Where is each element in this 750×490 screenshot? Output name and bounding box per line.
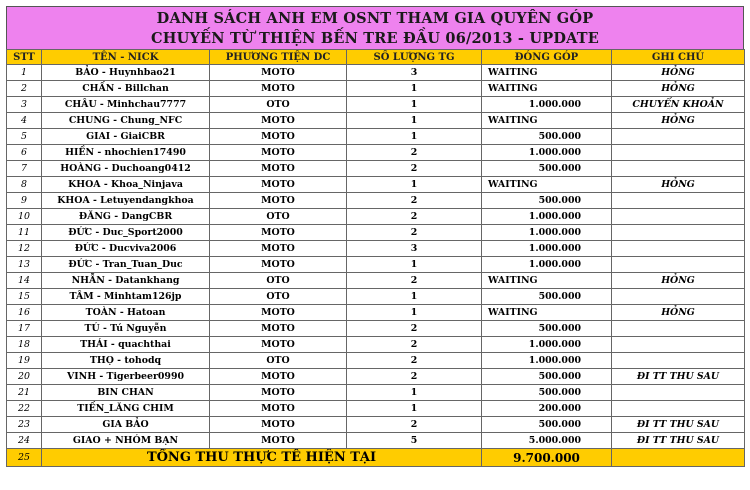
- row-vehicle: MOTO: [210, 401, 347, 417]
- row-note: HỎNG: [612, 113, 745, 129]
- row-donation: WAITING: [482, 81, 612, 97]
- total-row: [7, 449, 745, 467]
- row-note: [612, 225, 745, 241]
- table-row: [7, 129, 745, 145]
- table-row: [7, 81, 745, 97]
- total-label: TỔNG THU THỰC TẾ HIỆN TẠI: [42, 449, 482, 467]
- row-qty: 3: [347, 241, 482, 257]
- row-name: CHUNG - Chung_NFC: [42, 113, 210, 129]
- row-stt: 6: [7, 145, 42, 161]
- row-qty: 1: [347, 97, 482, 113]
- row-name: THỌ - tohodq: [42, 353, 210, 369]
- row-stt: 21: [7, 385, 42, 401]
- row-name: VINH - Tigerbeer0990: [42, 369, 210, 385]
- table-row: [7, 257, 745, 273]
- row-vehicle: MOTO: [210, 81, 347, 97]
- row-vehicle: MOTO: [210, 417, 347, 433]
- row-qty: 2: [347, 193, 482, 209]
- row-donation: 500.000: [482, 417, 612, 433]
- row-name: BIN CHAN: [42, 385, 210, 401]
- row-name: TÚ - Tú Nguyễn: [42, 321, 210, 337]
- row-stt: 16: [7, 305, 42, 321]
- table-row: [7, 225, 745, 241]
- table-row: [7, 305, 745, 321]
- table-row: [7, 65, 745, 81]
- row-note: HỎNG: [612, 273, 745, 289]
- header-note: GHI CHÚ: [612, 50, 745, 65]
- row-name: HIỀN - nhochien17490: [42, 145, 210, 161]
- row-donation: 500.000: [482, 193, 612, 209]
- table-row: [7, 161, 745, 177]
- row-stt: 22: [7, 401, 42, 417]
- row-name: TIẾN_LĂNG CHIM: [42, 401, 210, 417]
- table-row: [7, 241, 745, 257]
- donation-sheet: [6, 6, 744, 467]
- table-row: [7, 97, 745, 113]
- row-donation: 200.000: [482, 401, 612, 417]
- row-donation: 500.000: [482, 321, 612, 337]
- table-body: [7, 65, 745, 449]
- row-note: HỎNG: [612, 81, 745, 97]
- row-qty: 1: [347, 257, 482, 273]
- row-stt: 15: [7, 289, 42, 305]
- row-vehicle: MOTO: [210, 369, 347, 385]
- row-donation: WAITING: [482, 177, 612, 193]
- row-qty: 2: [347, 145, 482, 161]
- total-stt: 25: [7, 449, 42, 467]
- row-vehicle: MOTO: [210, 241, 347, 257]
- row-qty: 1: [347, 129, 482, 145]
- row-stt: 17: [7, 321, 42, 337]
- row-note: CHUYỂN KHOẢN: [612, 97, 745, 113]
- row-donation: WAITING: [482, 65, 612, 81]
- row-note: [612, 193, 745, 209]
- row-vehicle: OTO: [210, 273, 347, 289]
- row-stt: 14: [7, 273, 42, 289]
- table-row: [7, 321, 745, 337]
- total-amount: 9.700.000: [482, 449, 612, 467]
- row-vehicle: OTO: [210, 209, 347, 225]
- row-note: [612, 401, 745, 417]
- row-stt: 23: [7, 417, 42, 433]
- row-name: KHOA - Letuyendangkhoa: [42, 193, 210, 209]
- row-donation: 500.000: [482, 289, 612, 305]
- row-donation: 500.000: [482, 369, 612, 385]
- row-qty: 2: [347, 337, 482, 353]
- table-row: [7, 289, 745, 305]
- row-stt: 24: [7, 433, 42, 449]
- row-stt: 1: [7, 65, 42, 81]
- row-note: [612, 289, 745, 305]
- row-name: ĐĂNG - DangCBR: [42, 209, 210, 225]
- table-row: [7, 193, 745, 209]
- row-vehicle: MOTO: [210, 225, 347, 241]
- row-vehicle: MOTO: [210, 305, 347, 321]
- table-row: [7, 417, 745, 433]
- row-qty: 1: [347, 385, 482, 401]
- row-vehicle: MOTO: [210, 385, 347, 401]
- participant-table: [6, 49, 745, 467]
- row-note: [612, 385, 745, 401]
- row-vehicle: MOTO: [210, 321, 347, 337]
- row-vehicle: OTO: [210, 97, 347, 113]
- row-qty: 2: [347, 209, 482, 225]
- row-name: BẢO - Huynhbao21: [42, 65, 210, 81]
- row-donation: 1.000.000: [482, 241, 612, 257]
- row-qty: 1: [347, 113, 482, 129]
- row-donation: 500.000: [482, 161, 612, 177]
- row-note: HỎNG: [612, 305, 745, 321]
- row-name: CHÂU - Minhchau7777: [42, 97, 210, 113]
- row-qty: 2: [347, 369, 482, 385]
- row-note: HỎNG: [612, 65, 745, 81]
- row-donation: WAITING: [482, 305, 612, 321]
- row-stt: 11: [7, 225, 42, 241]
- header-qty: SỐ LƯỢNG TG: [347, 50, 482, 65]
- row-stt: 2: [7, 81, 42, 97]
- row-vehicle: MOTO: [210, 161, 347, 177]
- table-row: [7, 177, 745, 193]
- row-qty: 2: [347, 273, 482, 289]
- row-vehicle: MOTO: [210, 337, 347, 353]
- row-donation: 1.000.000: [482, 145, 612, 161]
- row-donation: 500.000: [482, 129, 612, 145]
- row-qty: 2: [347, 417, 482, 433]
- row-note: [612, 145, 745, 161]
- table-row: [7, 369, 745, 385]
- row-stt: 12: [7, 241, 42, 257]
- row-vehicle: MOTO: [210, 129, 347, 145]
- row-qty: 1: [347, 289, 482, 305]
- row-name: ĐỨC - Tran_Tuan_Duc: [42, 257, 210, 273]
- row-stt: 7: [7, 161, 42, 177]
- row-vehicle: OTO: [210, 289, 347, 305]
- row-qty: 1: [347, 401, 482, 417]
- table-row: [7, 433, 745, 449]
- row-name: HOÀNG - Duchoang0412: [42, 161, 210, 177]
- row-vehicle: MOTO: [210, 145, 347, 161]
- table-row: [7, 273, 745, 289]
- row-donation: 1.000.000: [482, 257, 612, 273]
- title-line-2: CHUYẾN TỪ THIỆN BẾN TRE ĐẦU 06/2013 - UPDATE: [150, 30, 600, 47]
- row-stt: 19: [7, 353, 42, 369]
- row-note: [612, 337, 745, 353]
- row-donation: WAITING: [482, 273, 612, 289]
- row-stt: 18: [7, 337, 42, 353]
- row-stt: 10: [7, 209, 42, 225]
- header-vehicle: PHƯƠNG TIỆN DC: [210, 50, 347, 65]
- header-row: [7, 50, 745, 65]
- row-stt: 5: [7, 129, 42, 145]
- table-row: [7, 353, 745, 369]
- row-qty: 2: [347, 321, 482, 337]
- row-name: GIAI - GiaiCBR: [42, 129, 210, 145]
- row-stt: 3: [7, 97, 42, 113]
- row-name: TOÀN - Hatoan: [42, 305, 210, 321]
- total-note: [612, 449, 745, 467]
- row-vehicle: MOTO: [210, 257, 347, 273]
- row-qty: 1: [347, 305, 482, 321]
- row-qty: 2: [347, 225, 482, 241]
- row-donation: WAITING: [482, 113, 612, 129]
- row-vehicle: MOTO: [210, 193, 347, 209]
- header-name: TÊN - NICK: [42, 50, 210, 65]
- row-stt: 9: [7, 193, 42, 209]
- table-row: [7, 209, 745, 225]
- row-stt: 13: [7, 257, 42, 273]
- row-donation: 1.000.000: [482, 225, 612, 241]
- row-donation: 500.000: [482, 385, 612, 401]
- row-qty: 1: [347, 81, 482, 97]
- row-vehicle: MOTO: [210, 177, 347, 193]
- row-note: [612, 241, 745, 257]
- row-vehicle: MOTO: [210, 65, 347, 81]
- row-name: TÂM - Minhtam126jp: [42, 289, 210, 305]
- row-note: [612, 209, 745, 225]
- row-note: [612, 161, 745, 177]
- row-donation: 1.000.000: [482, 209, 612, 225]
- row-qty: 2: [347, 353, 482, 369]
- header-stt: STT: [7, 50, 42, 65]
- row-name: KHOA - Khoa_Ninjava: [42, 177, 210, 193]
- row-name: GIA BẢO: [42, 417, 210, 433]
- row-qty: 3: [347, 65, 482, 81]
- row-qty: 5: [347, 433, 482, 449]
- table-row: [7, 113, 745, 129]
- row-stt: 8: [7, 177, 42, 193]
- row-stt: 20: [7, 369, 42, 385]
- row-note: ĐI TT THU SAU: [612, 369, 745, 385]
- row-name: ĐỨC - Duc_Sport2000: [42, 225, 210, 241]
- title-line-1: DANH SÁCH ANH EM OSNT THAM GIA QUYÊN GÓP: [156, 10, 594, 27]
- table-row: [7, 385, 745, 401]
- row-donation: 1.000.000: [482, 353, 612, 369]
- row-donation: 1.000.000: [482, 337, 612, 353]
- table-row: [7, 401, 745, 417]
- row-note: [612, 353, 745, 369]
- row-name: ĐỨC - Ducviva2006: [42, 241, 210, 257]
- table-row: [7, 337, 745, 353]
- row-note: [612, 129, 745, 145]
- header-donation: ĐÓNG GÓP: [482, 50, 612, 65]
- row-donation: 5.000.000: [482, 433, 612, 449]
- row-name: THÁI - quachthai: [42, 337, 210, 353]
- row-qty: 1: [347, 177, 482, 193]
- row-vehicle: MOTO: [210, 113, 347, 129]
- row-vehicle: MOTO: [210, 433, 347, 449]
- row-qty: 2: [347, 161, 482, 177]
- table-row: [7, 145, 745, 161]
- row-vehicle: OTO: [210, 353, 347, 369]
- row-name: CHẤN - Billchan: [42, 81, 210, 97]
- row-note: HỎNG: [612, 177, 745, 193]
- row-donation: 1.000.000: [482, 97, 612, 113]
- row-note: [612, 321, 745, 337]
- row-name: GIAO + NHÓM BẠN: [42, 433, 210, 449]
- row-name: NHẪN - Datankhang: [42, 273, 210, 289]
- row-stt: 4: [7, 113, 42, 129]
- row-note: ĐI TT THU SAU: [612, 433, 745, 449]
- row-note: [612, 257, 745, 273]
- title-block: [6, 6, 744, 49]
- row-note: ĐI TT THU SAU: [612, 417, 745, 433]
